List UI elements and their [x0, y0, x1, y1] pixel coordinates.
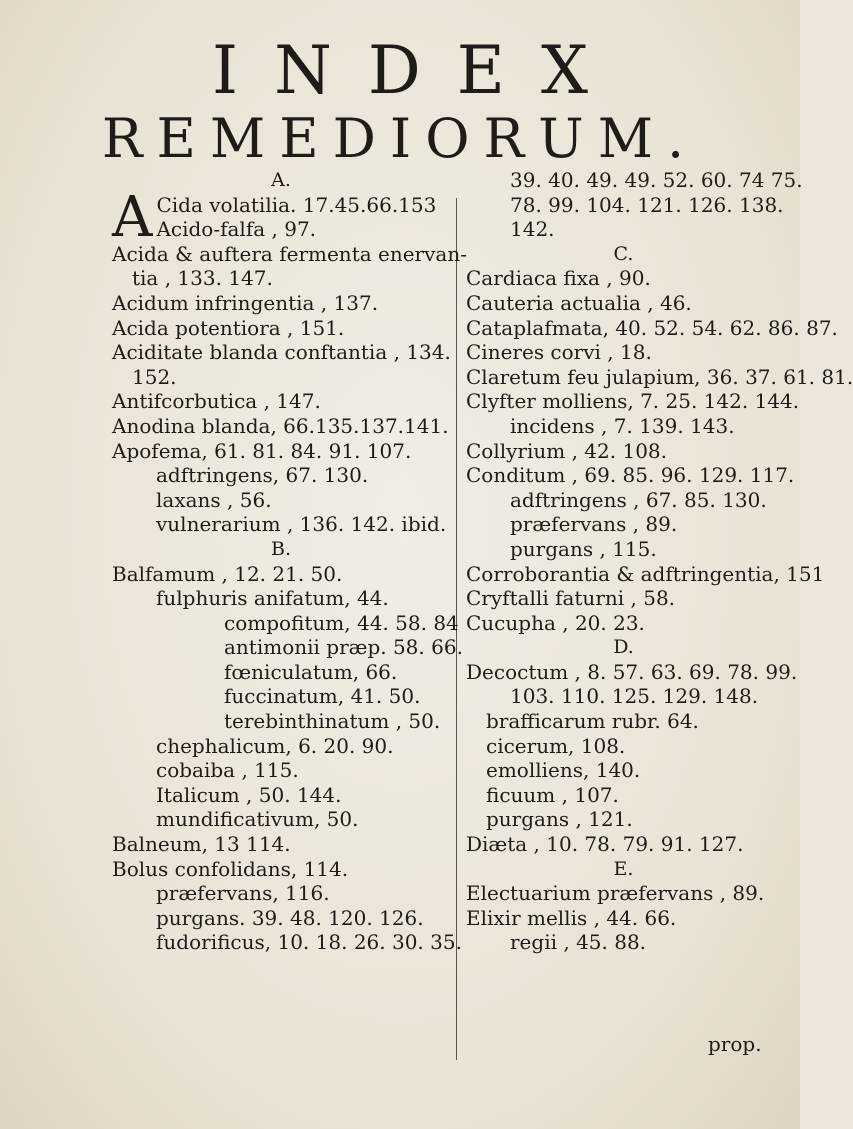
section-letter: E.	[613, 857, 634, 880]
index-entry: brafficarum rubr. 64.	[486, 709, 699, 734]
index-entry: Acida & auftera fermenta enervan-	[112, 241, 467, 266]
index-entry: purgans , 121.	[486, 807, 633, 832]
index-entry: Corroborantia & adftringentia, 151	[466, 561, 825, 586]
index-entry: Italicum , 50. 144.	[156, 782, 342, 807]
index-entry: Cauteria actualia , 46.	[466, 290, 692, 315]
index-entry: chephalicum, 6. 20. 90.	[156, 733, 394, 758]
index-entry: purgans , 115.	[510, 536, 657, 561]
catchword: prop.	[708, 1032, 762, 1056]
index-entry: adftringens , 67. 85. 130.	[510, 487, 767, 512]
index-entry: laxans , 56.	[156, 487, 272, 512]
index-entry: Cardiaca fixa , 90.	[466, 266, 651, 291]
index-entry: Claretum feu julapium, 36. 37. 61. 81.	[466, 364, 853, 389]
index-entry: Apofema, 61. 81. 84. 91. 107.	[112, 438, 412, 463]
index-entry: Bolus confolidans, 114.	[112, 856, 349, 881]
index-entry: 39. 40. 49. 49. 52. 60. 74 75.	[510, 168, 803, 192]
index-entry: purgans. 39. 48. 120. 126.	[156, 905, 424, 930]
index-entry: Cucupha , 20. 23.	[466, 610, 645, 635]
index-entry: Balfamum , 12. 21. 50.	[112, 561, 343, 586]
index-entry: Cryftalli faturni , 58.	[466, 586, 676, 611]
index-entry: ficuum , 107.	[486, 782, 619, 807]
page-subtitle: REMEDIORUM.	[101, 107, 699, 170]
index-entry: Acida potentiora , 151.	[112, 315, 345, 340]
index-entry: tia , 133. 147.	[132, 266, 273, 291]
index-entry: emolliens, 140.	[486, 758, 641, 783]
index-entry: Elixir mellis , 44. 66.	[466, 905, 677, 930]
index-entry: 142.	[510, 217, 555, 242]
index-entry: cicerum, 108.	[486, 733, 626, 758]
page-title: INDEX	[212, 32, 624, 109]
index-entry: fudorificus, 10. 18. 26. 30. 35.	[156, 930, 462, 955]
index-entry: Cida volatilia. 17.45.66.153	[156, 192, 437, 217]
left-column	[112, 168, 467, 955]
index-entry: incidens , 7. 139. 143.	[510, 413, 735, 438]
index-entry: 78. 99. 104. 121. 126. 138.	[510, 192, 784, 217]
index-entry: Diæta , 10. 78. 79. 91. 127.	[466, 832, 744, 857]
index-entry: Aciditate blanda conftantia , 134.	[112, 340, 451, 365]
index-entry: mundificativum, 50.	[156, 807, 359, 832]
index-entry: antimonii præp. 58. 66.	[224, 635, 463, 660]
index-entry: adftringens, 67. 130.	[156, 463, 369, 488]
index-entry: Decoctum , 8. 57. 63. 69. 78. 99.	[466, 659, 798, 684]
right-column	[466, 168, 853, 955]
index-entry: vulnerarium , 136. 142. ibid.	[156, 512, 447, 537]
index-entry: regii , 45. 88.	[510, 930, 647, 955]
index-entry: fuccinatum, 41. 50.	[224, 684, 421, 709]
index-entry: Cataplafmata, 40. 52. 54. 62. 86. 87.	[466, 315, 838, 340]
index-entry: Conditum , 69. 85. 96. 129. 117.	[466, 463, 795, 488]
index-entry: compofitum, 44. 58. 84	[224, 610, 459, 635]
index-entry: Cineres corvi , 18.	[466, 340, 652, 365]
index-entry: 152.	[132, 364, 177, 389]
index-entry: Antifcorbutica , 147.	[112, 389, 321, 414]
index-entry: cobaiba , 115.	[156, 758, 299, 783]
index-entry: terebinthinatum , 50.	[224, 709, 441, 734]
index-entry: præfervans , 89.	[510, 512, 678, 537]
index-entry: fœniculatum, 66.	[224, 659, 398, 684]
drop-cap: A	[112, 184, 153, 250]
index-entry: Anodina blanda, 66.135.137.141.	[112, 413, 449, 438]
index-entry: 103. 110. 125. 129. 148.	[510, 684, 759, 709]
index-entry: Balneum, 13 114.	[112, 832, 291, 857]
section-letter: A.	[271, 169, 291, 191]
index-entry: Acido-falfa , 97.	[156, 217, 317, 242]
index-entry: Clyfter molliens, 7. 25. 142. 144.	[466, 389, 800, 414]
section-letter: B.	[270, 537, 291, 560]
index-entry: fulphuris anifatum, 44.	[156, 586, 389, 611]
section-letter: C.	[613, 242, 634, 265]
section-letter: D.	[613, 636, 634, 659]
index-entry: Electuarium præfervans , 89.	[466, 881, 765, 906]
index-entry: præfervans, 116.	[156, 881, 330, 906]
index-entry: Acidum infringentia , 137.	[112, 290, 379, 315]
index-entry: Collyrium , 42. 108.	[466, 438, 668, 463]
